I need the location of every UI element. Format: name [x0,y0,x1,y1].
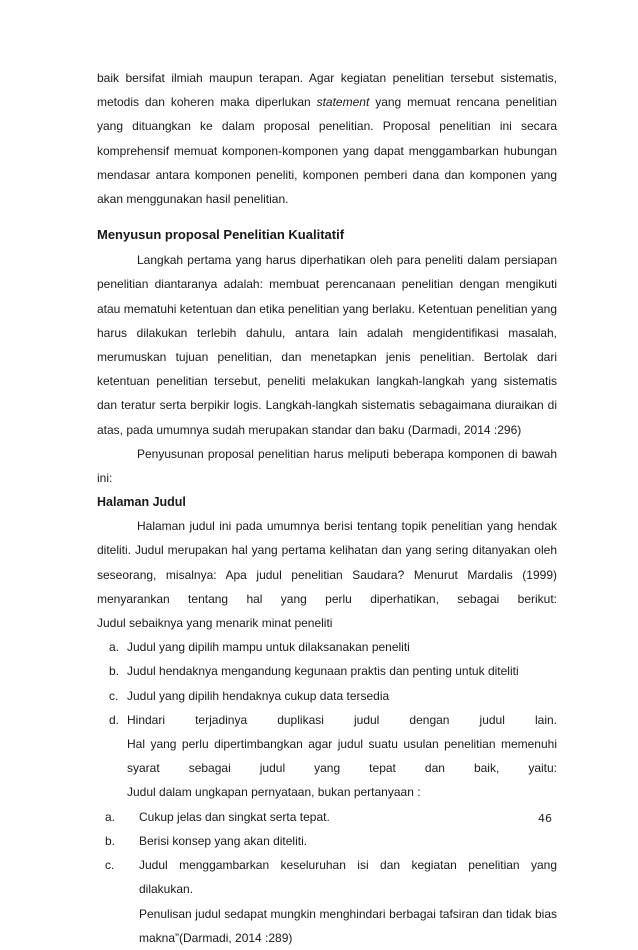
list2-item [97,805,557,829]
list2-item [97,853,557,901]
sub-paragraph-last: Judul dalam ungkapan pernyataan, bukan pertanyaan : [127,785,421,800]
section-heading: Menyusun proposal Penelitian Kualitatif [97,227,345,243]
list-item [97,659,557,683]
intro-text-a: baik bersifat ilmiah maupun terapan. Agar kegiatan penelitian tersebut sistematis, metodis dan koheren maka diperlukan [97,71,557,110]
halaman-paragraph: Halaman judul ini pada umumnya berisi tentang topik penelitian yang hendak diteliti. Judul merupakan hal yang pertama kelihatan dan yang sering ditanyakan oleh seseorang, misalnya: Apa judul penelitian Saudara? Menurut Mardalis (1999) menyarankan tentang hal yang perlu diperhatikan, sebagai berikut: [97,519,557,606]
list-item [97,635,557,659]
list-text: Judul hendaknya mengandung kegunaan praktis dan penting untuk diteliti [127,664,519,679]
list-text: Judul yang dipilih mampu untuk dilaksanakan peneliti [127,640,410,655]
list2-marker: c. [105,858,115,873]
intro-text-b: yang memuat rencana penelitian yang dituangkan ke dalam proposal penelitian. Proposal penelitian ini secara komprehensif memuat komponen-komponen yang dapat menggambarkan hubungan mendasar antara komponen peneliti, komponen pemberi dana dan komponen yang akan menggunakan hasil penelitian. [97,95,557,207]
halaman-judul-heading: Halaman Judul [97,495,186,510]
list2-text: Berisi konsep yang akan diteliti. [139,833,308,848]
list-marker: a. [109,640,120,655]
intro-emphasis: statement [316,95,370,110]
list-item [97,708,557,732]
intro-paragraph [97,66,557,211]
sub-paragraph: Hal yang perlu dipertimbangkan agar judul suatu usulan penelitian memenuhi syarat sebagai judul yang tepat dan baik, yaitu: [127,737,557,776]
list2-item [97,829,557,853]
list2-text: Judul menggambarkan keseluruhan isi dan kegiatan penelitian yang dilakukan. [139,858,557,897]
list-item-d-continuation [97,732,557,805]
closing-paragraph: Penulisan judul sedapat mungkin menghindari berbagai tafsiran dan tidak bias makna”(Darmadi, 2014 :289) [139,906,557,945]
list2-marker: a. [105,809,116,824]
list2-text: Cukup jelas dan singkat serta tepat. [139,809,330,824]
list-item [97,684,557,708]
halaman-paragraph-last: Judul sebaiknya yang menarik minat peneliti [97,616,333,631]
list2-marker: b. [105,833,116,848]
list-marker: c. [109,688,119,703]
list-marker: d. [109,712,120,727]
list-text: Judul yang dipilih hendaknya cukup data tersedia [127,688,390,703]
list-text: Hindari terjadinya duplikasi judul dengan judul lain. [127,712,557,727]
page-number: 46 [538,812,552,825]
section-paragraph-2: Penyusunan proposal penelitian harus meliputi beberapa komponen di bawah ini: [97,446,557,486]
section-paragraph-1: Langkah pertama yang harus diperhatikan oleh para peneliti dalam persiapan penelitian diantaranya adalah: membuat perencanaan penelitian dengan mengikuti atau mematuhi ketentuan dan etika penelitian yang berlaku. Ketentuan penelitian yang harus dilakukan terlebih dahulu, antara lain adalah mengidentifikasi masalah, merumuskan tujuan penelitian, dan menetapkan jenis penelitian. Bertolak dari ketentuan penelitian tersebut, peneliti melakukan langkah-langkah yang sistematis dan teratur serta berpikir logis. Langkah-langkah sistematis sebagaimana diuraikan di atas, pada umumnya sudah merupakan standar dan baku (Darmadi, 2014 :296) [97,253,557,437]
list-marker: b. [109,664,120,679]
page-content [97,66,557,950]
